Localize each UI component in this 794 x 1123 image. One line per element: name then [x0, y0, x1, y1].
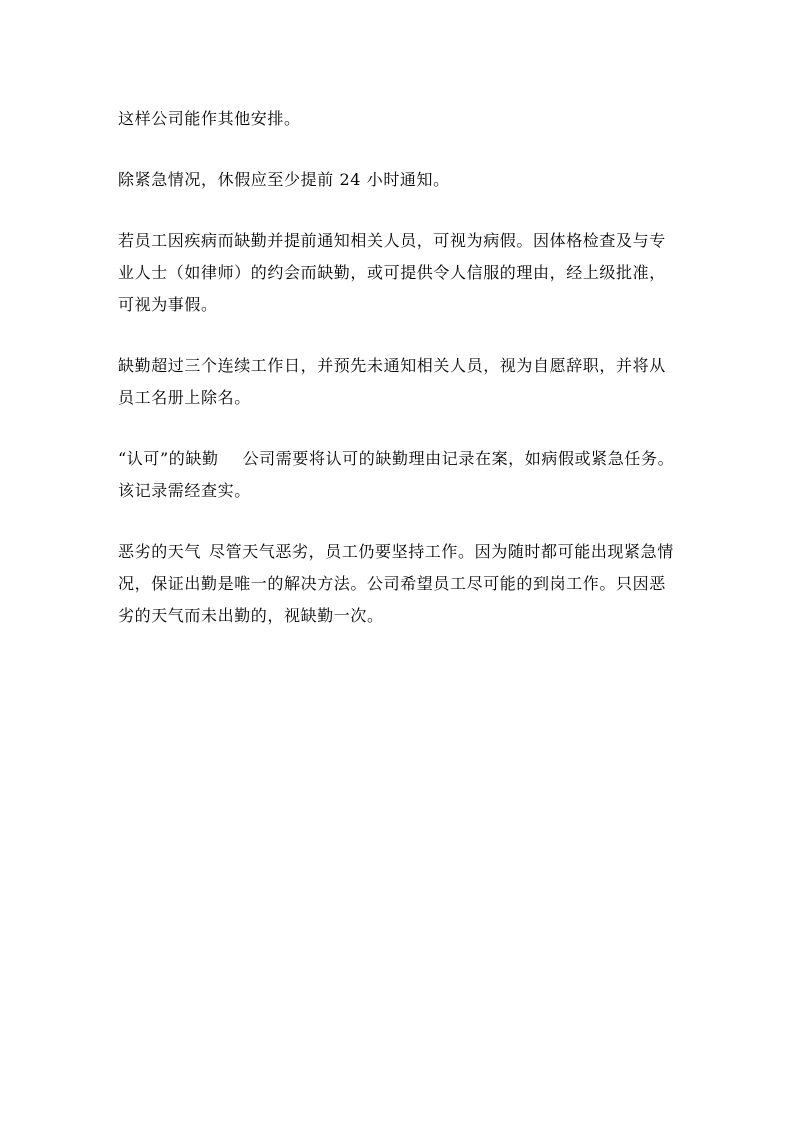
paragraph-bad-weather	[118, 536, 678, 632]
paragraph-text: 缺勤超过三个连续工作日，并预先未通知相关人员，视为自愿辞职，并将从员工名册上除名。	[118, 356, 666, 407]
paragraph-arrangement	[118, 103, 678, 135]
paragraph-text: 尽管天气恶劣，员工仍要坚持工作。因为随时都可能出现紧急情况，保证出勤是唯一的解决方法。公司希望员工尽可能的到岗工作。只因恶劣的天气而未出勤的，视缺勤一次。	[118, 542, 674, 625]
paragraph-text: 公司需要将认可的缺勤理由记录在案，如病假或紧急任务。该记录需经查实。	[118, 449, 675, 500]
paragraph-text: 若员工因疾病而缺勤并提前通知相关人员，可视为病假。因体格检查及与专业人士（如律师）的约会而缺勤，或可提供令人信服的理由，经上级批准，可视为事假。	[118, 231, 666, 314]
paragraph-sick-leave	[118, 225, 678, 321]
paragraph-text: 这样公司能作其他安排。	[118, 109, 301, 128]
paragraph-lead: 恶劣的天气	[118, 542, 202, 561]
paragraph-resignation	[118, 350, 678, 414]
paragraph-text: 除紧急情况，休假应至少提前 24 小时通知。	[118, 170, 450, 189]
paragraph-leave-notice	[118, 164, 678, 196]
paragraph-approved-absence	[118, 443, 678, 507]
paragraph-lead: “认可”的缺勤	[118, 449, 219, 468]
document-page	[118, 103, 678, 661]
